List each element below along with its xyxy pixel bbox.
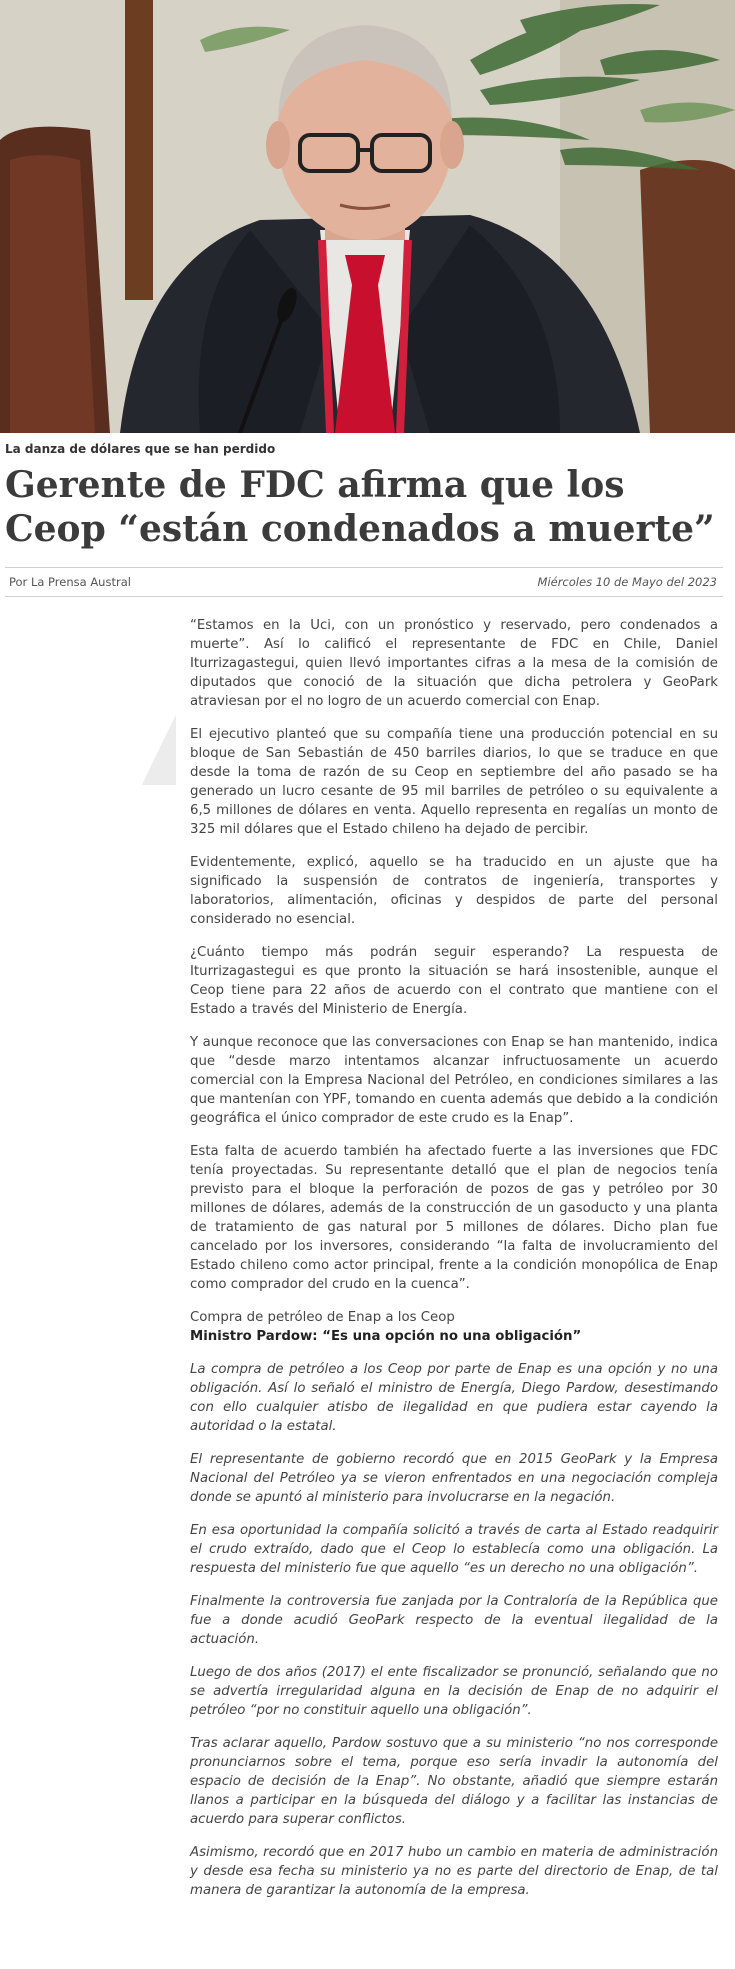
- article-body: [190, 616, 718, 1914]
- paragraph: Y aunque reconoce que las conversaciones con Enap se han mantenido, indica que “desde marzo intentamos alcanzar infructuosamente un acuerdo comercial con la Empresa Nacional del Petróleo, en condiciones similares a las que mantenían con YPF, tomando en cuenta además que debido a la condición geográfica el único comprador de este crudo es la Enap”.: [190, 1035, 718, 1126]
- italic-paragraph: Finalmente la controversia fue zanjada por la Contraloría de la República que fue a donde acudió GeoPark respecto de la eventual ilegalidad de la actuación.: [190, 1594, 718, 1647]
- paragraph: Evidentemente, explicó, aquello se ha traducido en un ajuste que ha significado la suspensión de contratos de ingeniería, transportes y laboratorios, alimentación, oficinas y despidos de parte del personal considerado no esencial.: [190, 855, 718, 927]
- kicker: La danza de dólares que se han perdido: [5, 442, 276, 456]
- paragraph: El ejecutivo planteó que su compañía tiene una producción potencial en su bloque de San Sebastián de 450 barriles diarios, lo que se traduce en que desde la toma de razón de su Ceop en septiembre del año pasado se ha generado un lucro cesante de 95 mil barriles de petróleo o su equivalente a 6,5 millones de dólares en venta. Aquello representa en regalías un monto de 325 mil dólares que el Estado chileno ha dejado de percibir.: [190, 727, 718, 837]
- italic-paragraph: Luego de dos años (2017) el ente fiscalizador se pronunció, señalando que no se advertía irregularidad alguna en la decisión de Enap de no adquirir el petróleo “por no constituir aquello una obligación”.: [190, 1665, 718, 1718]
- hero-photo: [0, 0, 735, 433]
- paragraph: ¿Cuánto tiempo más podrán seguir esperando? La respuesta de Iturrizagastegui es que pronto la situación se hará insostenible, aunque el Ceop tiene para 22 años de acuerdo con el contrato que mantiene con el Estado a través del Ministerio de Energía.: [190, 945, 718, 1017]
- subheading-kicker: Compra de petróleo de Enap a los Ceop: [190, 1310, 455, 1325]
- paragraph: “Estamos en la Uci, con un pronóstico y reservado, pero condenados a muerte”. Así lo calificó el representante de FDC en Chile, Daniel Iturrizagastegui, quien llevó importantes cifras a la mesa de la comisión de diputados que conoció de la situación que dicha petrolera y GeoPark atraviesan por el no logro de un acuerdo comercial con Enap.: [190, 618, 718, 709]
- italic-paragraph: El representante de gobierno recordó que en 2015 GeoPark y la Empresa Nacional del Petróleo ya se vieron enfrentados en una negociación compleja donde se apuntó al ministerio para involucrarse en la negación.: [190, 1452, 718, 1505]
- page-title: Gerente de FDC afirma que los Ceop “están condenados a muerte”: [5, 464, 715, 550]
- paragraph: Esta falta de acuerdo también ha afectado fuerte a las inversiones que FDC tenía proyectadas. Su representante detalló que el plan de negocios tenía previsto para el bloque la perforación de pozos de gas y petróleo por 30 millones de dólares, además de la construcción de un gasoducto y una planta de tratamiento de gas natural por 5 millones de dólares. Dicho plan fue cancelado por los inversores, considerando “la falta de involucramiento del Estado chileno como actor principal, frente a la condición monopólica de Enap como comprador del crudo en la cuenca”.: [190, 1144, 718, 1292]
- quote-mark-icon: [138, 715, 178, 785]
- portrait-illustration: [0, 0, 735, 433]
- article-meta: [5, 567, 723, 597]
- italic-paragraph: Tras aclarar aquello, Pardow sostuvo que a su ministerio “no nos corresponde pronunciarnos sobre el tema, porque eso sería invadir la autonomía del espacio de decisión de la Enap”. No obstante, añadió que siempre estarán llanos a participar en la búsqueda del diálogo y a facilitar las instancias de acuerdo para superar conflictos.: [190, 1736, 718, 1827]
- italic-paragraph: Asimismo, recordó que en 2017 hubo un cambio en materia de administración y desde esa fecha su ministerio ya no es parte del directorio de Enap, de tal manera de garantizar la autonomía de la empresa.: [190, 1845, 718, 1898]
- subheading: [190, 1308, 718, 1346]
- italic-paragraph: En esa oportunidad la compañía solicitó a través de carta al Estado readquirir el crudo extraído, dado que el Ceop lo establecía como una obligación. La respuesta del ministerio fue que aquello “es un derecho no una obligación”.: [190, 1523, 718, 1576]
- publish-date: Miércoles 10 de Mayo del 2023: [537, 575, 717, 589]
- italic-paragraph: La compra de petróleo a los Ceop por parte de Enap es una opción y no una obligación. Así lo señaló el ministro de Energía, Diego Pardow, desestimando con ello cualquier atisbo de ilegalidad en que pudiera estar cayendo la autoridad o la estatal.: [190, 1362, 718, 1434]
- byline: Por La Prensa Austral: [9, 575, 131, 589]
- subheading-title: Ministro Pardow: “Es una opción no una obligación”: [190, 1329, 582, 1344]
